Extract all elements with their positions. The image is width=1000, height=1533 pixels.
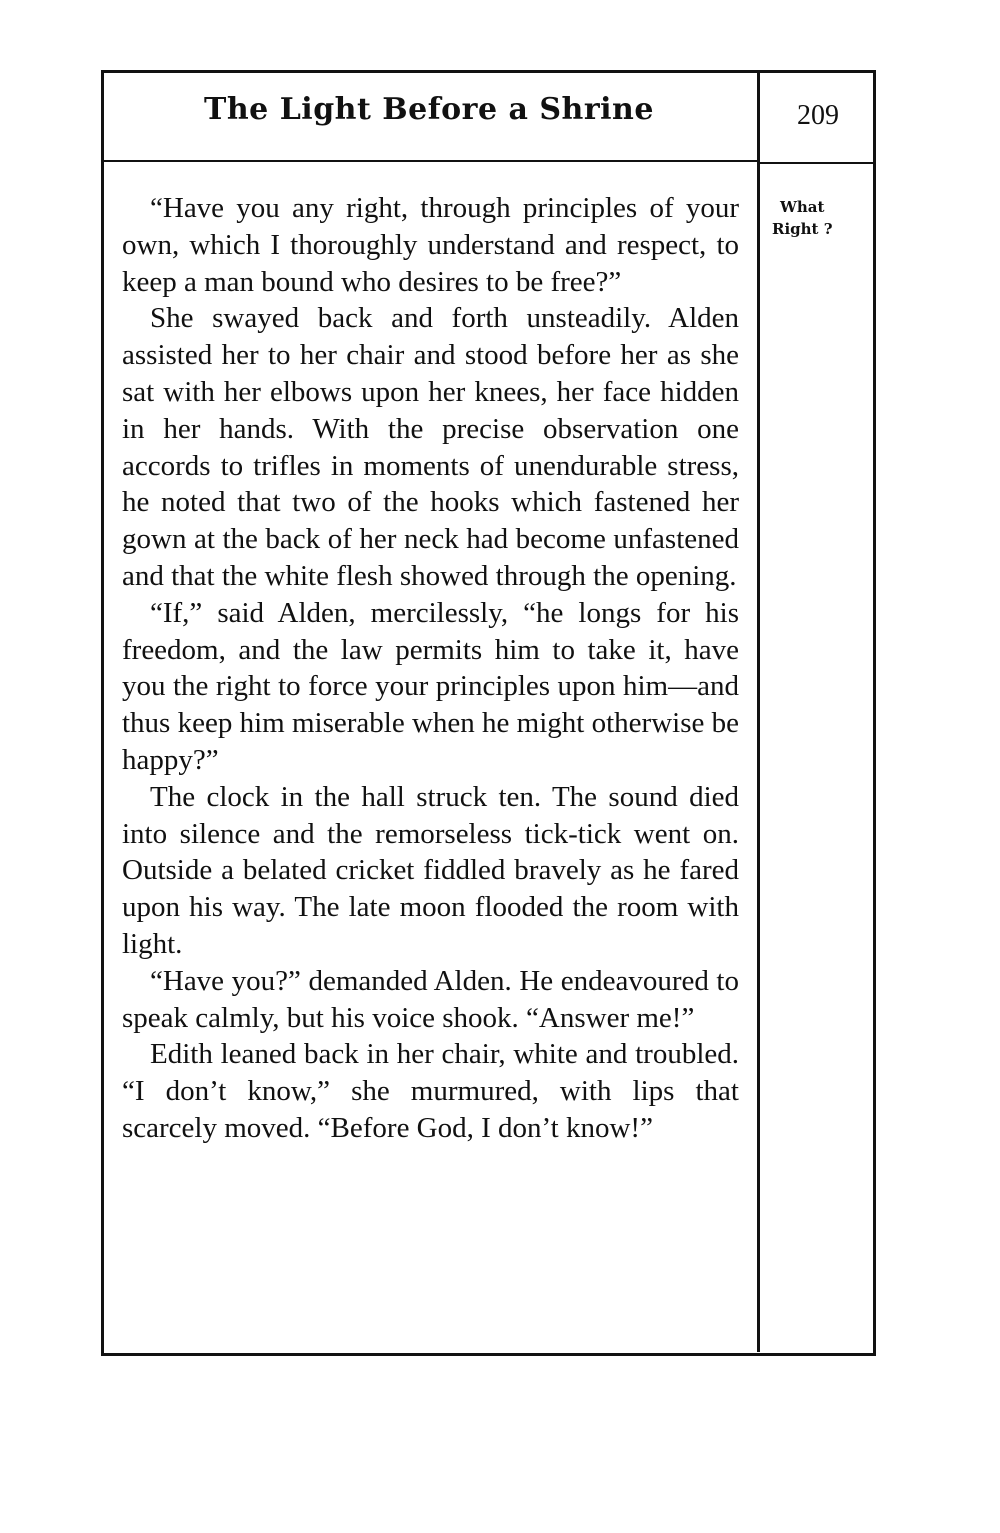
margin-note-line: What xyxy=(780,198,825,216)
margin-note-line: Right ? xyxy=(772,220,833,238)
paragraph: Edith leaned back in her chair, white and troubled. “I don’t know,” she murmured, with lips that scarcely moved. “Before God, I don’t know!” xyxy=(122,1038,739,1144)
running-head: The Light Before a Shrine xyxy=(204,92,654,127)
paragraph: “Have you?” demanded Alden. He endeavoured to speak calmly, but his voice shook. “Answer me!” xyxy=(122,964,739,1034)
body-text xyxy=(122,190,739,1147)
margin-column-rule xyxy=(757,70,760,1352)
margin-note xyxy=(768,196,868,240)
page-number: 209 xyxy=(797,100,839,131)
header-rule-margin xyxy=(760,162,876,164)
header-rule xyxy=(101,160,758,162)
paragraph: “Have you any right, through principles of your own, which I thoroughly understand and respect, to keep a man bound who desires to be free?” xyxy=(122,192,739,298)
paragraph: “If,” said Alden, mercilessly, “he longs for his freedom, and the law permits him to take it, have you the right to force your principles upon him—and thus keep him miserable when he might otherwise be happy?” xyxy=(122,596,739,776)
paragraph: She swayed back and forth unsteadily. Alden assisted her to her chair and stood before her as she sat with her elbows upon her knees, her face hidden in her hands. With the precise observation one accords to trifles in moments of unendurable stress, he noted that two of the hooks which fastened her gown at the back of her neck had become unfastened and that the white flesh showed through the opening. xyxy=(122,302,739,592)
paragraph: The clock in the hall struck ten. The sound died into silence and the remorseless tick-tick went on. Outside a belated cricket fiddled bravely as he fared upon his way. The late moon flooded the room with light. xyxy=(122,780,739,960)
